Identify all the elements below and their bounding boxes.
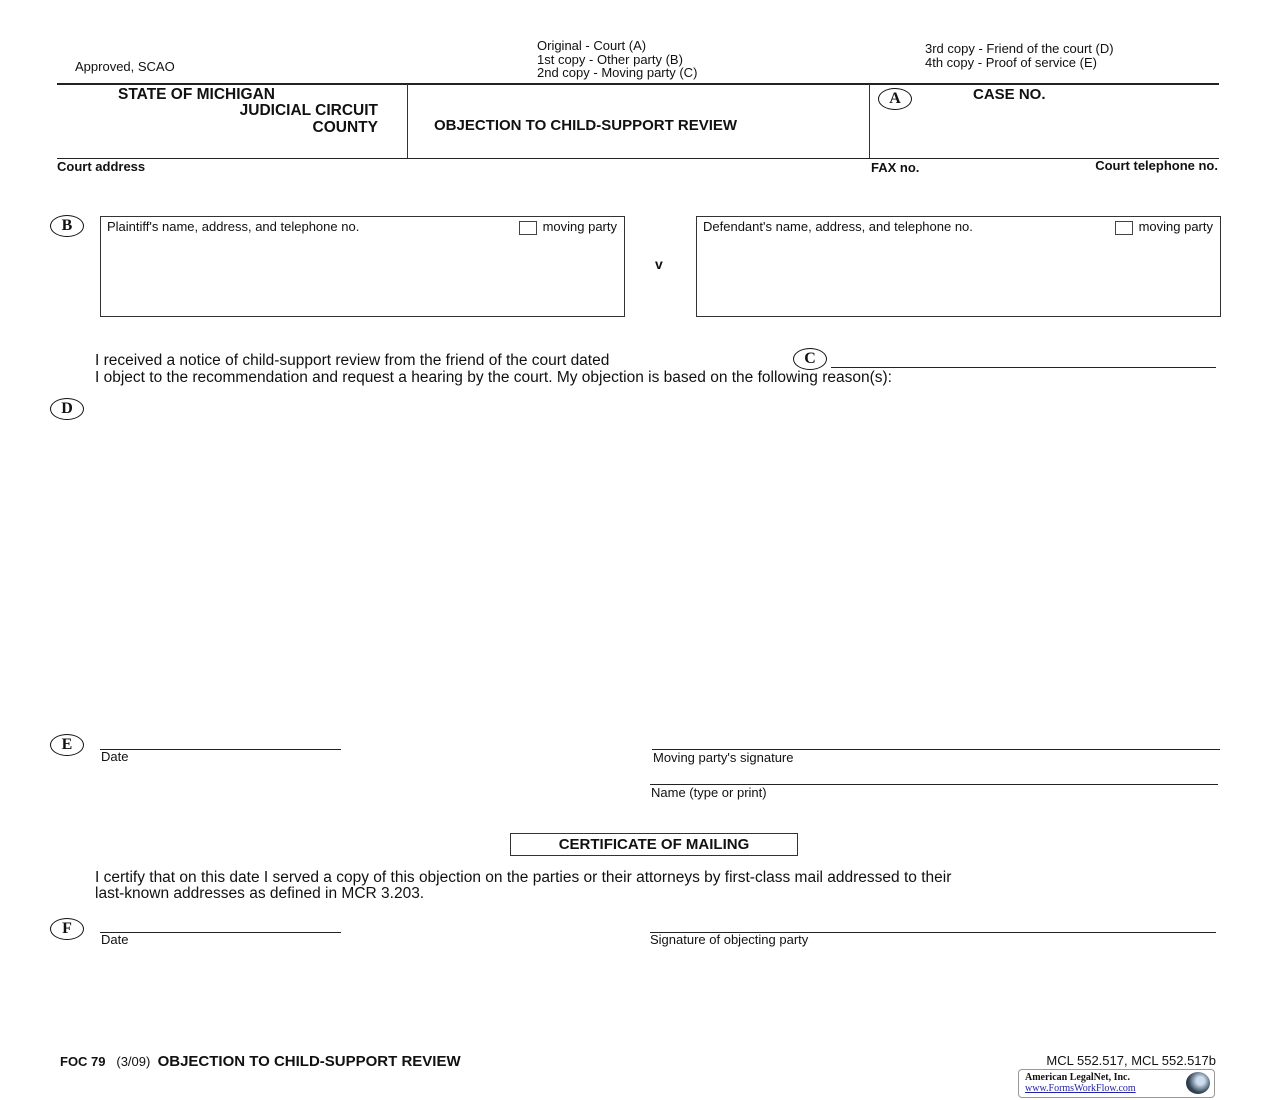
marker-b: B	[50, 215, 84, 237]
date-line[interactable]	[100, 749, 341, 750]
name-label: Name (type or print)	[651, 785, 767, 800]
copy-line: 3rd copy - Friend of the court (D)	[925, 41, 1114, 56]
checkbox[interactable]	[519, 221, 537, 235]
circuit-label: JUDICIAL CIRCUIT	[239, 102, 378, 119]
plaintiff-box[interactable]	[100, 216, 625, 317]
certificate-text: I certify that on this date I served a copy of this objection on the parties or their attorneys by first-class mail addressed to their	[95, 869, 952, 886]
county-label: COUNTY	[312, 119, 378, 136]
copy-line: 1st copy - Other party (B)	[537, 51, 683, 67]
legalnet-logo[interactable]	[1018, 1069, 1215, 1098]
divider	[869, 84, 870, 158]
copy-distribution-right	[925, 42, 1114, 69]
fax-label: FAX no.	[871, 160, 920, 175]
divider	[407, 84, 408, 158]
divider	[57, 83, 1219, 85]
defendant-label: Defendant's name, address, and telephone no.	[703, 219, 973, 234]
checkbox[interactable]	[1115, 221, 1133, 235]
date-line[interactable]	[100, 932, 341, 933]
date-label: Date	[101, 932, 129, 947]
marker-d: D	[50, 398, 84, 420]
copy-line: Original - Court (A)	[537, 38, 647, 53]
form-number: FOC 79	[60, 1054, 106, 1069]
certificate-text: last-known addresses as defined in MCR 3.203.	[95, 885, 425, 902]
certificate-title: CERTIFICATE OF MAILING	[510, 833, 798, 856]
checkbox-label: moving party	[542, 219, 617, 234]
copy-distribution-left	[537, 39, 697, 80]
marker-c: C	[793, 348, 827, 370]
state-label: STATE OF MICHIGAN	[118, 86, 275, 103]
plaintiff-label: Plaintiff's name, address, and telephone no.	[107, 219, 360, 234]
notice-date-line[interactable]	[831, 367, 1216, 368]
logo-url[interactable]: www.FormsWorkFlow.com	[1025, 1083, 1136, 1094]
copy-line: 2nd copy - Moving party (C)	[537, 65, 698, 80]
court-phone-label: Court telephone no.	[1095, 158, 1218, 173]
reasons-area[interactable]	[95, 395, 1215, 725]
form-revision: (3/09)	[116, 1054, 151, 1069]
footer-title: OBJECTION TO CHILD-SUPPORT REVIEW	[157, 1053, 461, 1070]
form-title: OBJECTION TO CHILD-SUPPORT REVIEW	[434, 117, 738, 134]
approved-scao: Approved, SCAO	[75, 59, 175, 74]
court-address-label: Court address	[57, 159, 146, 174]
marker-e: E	[50, 734, 84, 756]
divider	[57, 158, 1219, 159]
date-label: Date	[101, 749, 129, 764]
signature-label: Signature of objecting party	[650, 932, 809, 947]
plaintiff-moving-party[interactable]	[519, 219, 617, 235]
marker-a: A	[878, 88, 912, 110]
globe-icon	[1186, 1072, 1210, 1094]
checkbox-label: moving party	[1138, 219, 1213, 234]
defendant-moving-party[interactable]	[1115, 219, 1213, 235]
signature-label: Moving party's signature	[653, 750, 794, 765]
form-footer	[60, 1053, 461, 1070]
objection-text: I object to the recommendation and request a hearing by the court. My objection is based on the following reason(s):	[95, 369, 892, 386]
versus-label: v	[655, 256, 663, 272]
case-no-label: CASE NO.	[973, 86, 1046, 103]
mcl-reference: MCL 552.517, MCL 552.517b	[1046, 1053, 1216, 1068]
marker-f: F	[50, 918, 84, 940]
logo-name: American LegalNet, Inc.	[1025, 1072, 1130, 1083]
notice-text: I received a notice of child-support review from the friend of the court dated	[95, 352, 610, 369]
copy-line: 4th copy - Proof of service (E)	[925, 54, 1097, 70]
defendant-box[interactable]	[696, 216, 1221, 317]
